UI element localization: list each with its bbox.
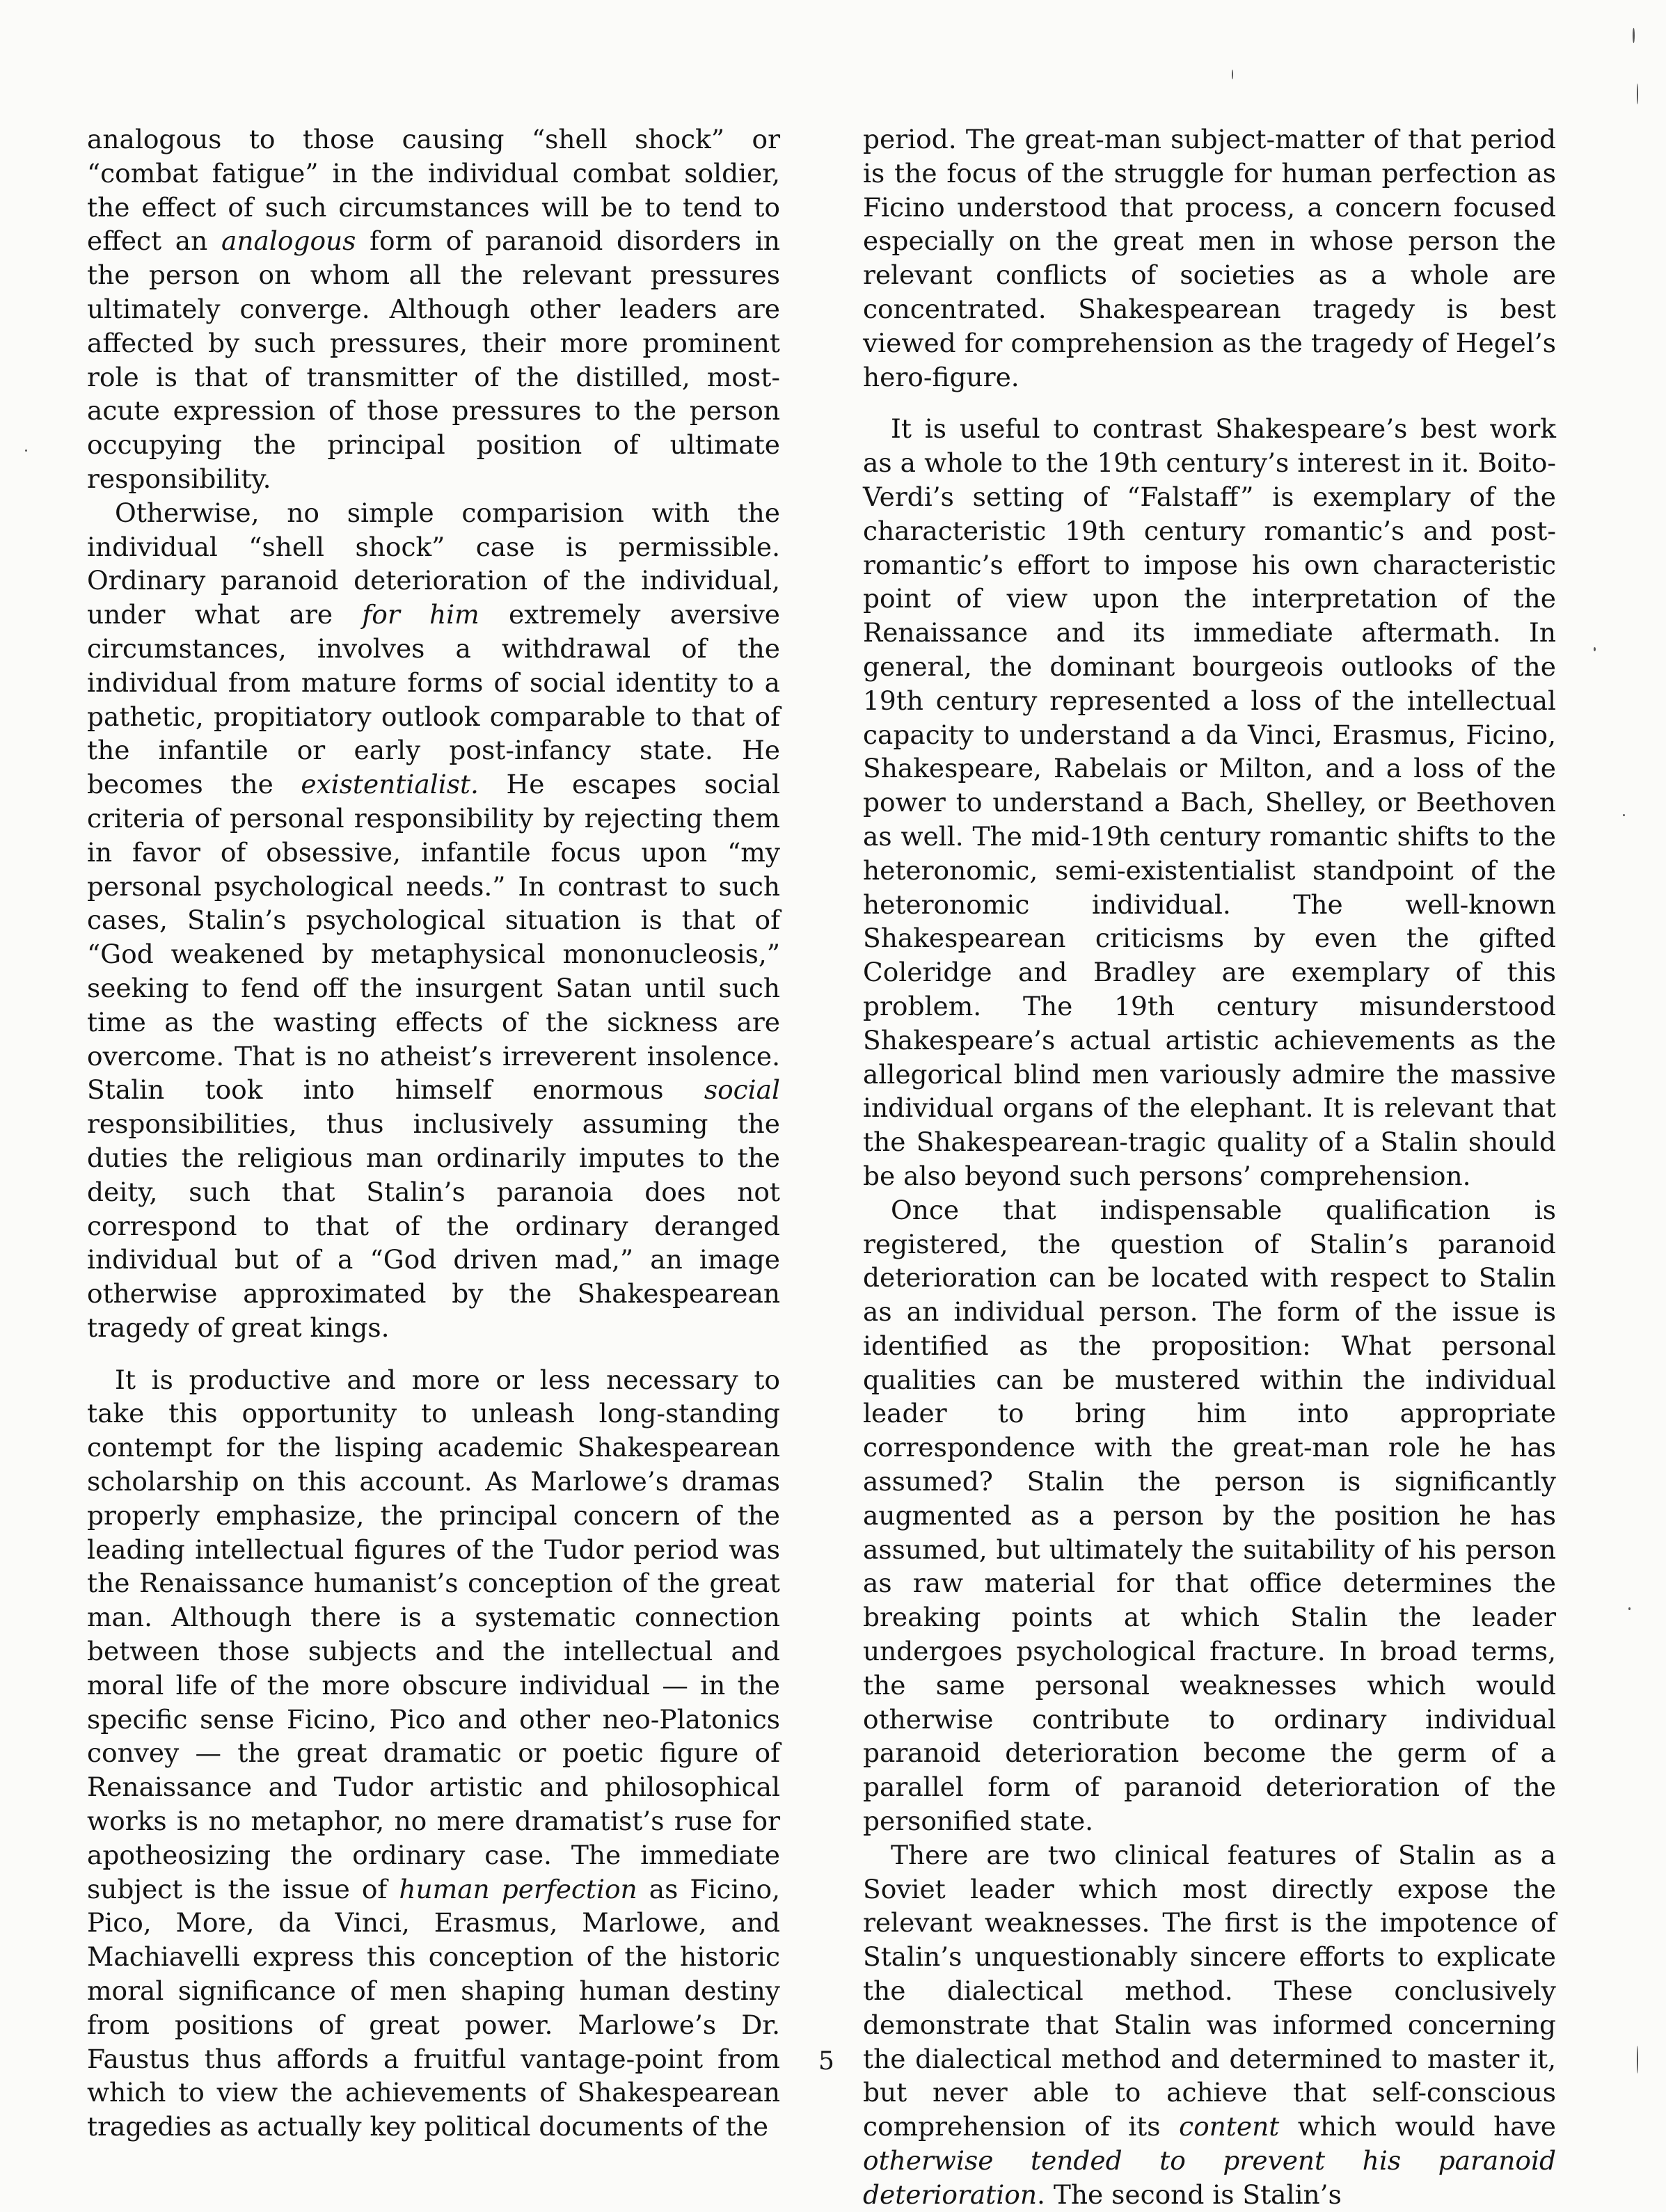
text-run: There are two clinical features of Stalin as a Soviet leader which most directly expose the relevant weaknesses. The first is the impotence of Stalin’s unquestionably sincere efforts to explicate the dialectical method. These conclusively demonstrate that Stalin was informed concerning the dialectical method and determined to master it, but never able to achieve that self-conscious comprehension of its xyxy=(863,1839,1556,2142)
text-run: It is productive and more or less necessary to take this opportunity to unleash long-standing contempt for the lisping academic Shakespearean scholarship on this account. As Marlowe’s dramas properly emphasize, the principal concern of the leading intellectual figures of the Tudor period was the Renaissance humanist’s conception of the great man. Although there is a systematic connection between those subjects and the intellectual and moral life of the more obscure individual — in the specific sense Ficino, Pico and other neo-Platonics convey — the great dramatic or poetic figure of Renaissance and Tudor artistic and philosophical works is no metaphor, no mere dramatist’s ruse for apotheosizing the ordinary case. The immediate subject is the issue of xyxy=(87,1364,780,1904)
text-run: He escapes social criteria of personal responsibility by rejecting them in favor of obsessive, infantile focus upon “my personal psychological needs.” In contrast to such cases, Stalin’s psychological situation is that of “God weakened by metaphysical mononucleosis,” seeking to fend off the insurgent Satan until such time as the wasting effects of the sickness are overcome. That is no atheist’s irreverent insolence. Stalin took into himself enormous xyxy=(87,769,781,1106)
italic-run: analogous xyxy=(221,225,356,257)
scan-speck xyxy=(1633,28,1635,43)
scan-speck xyxy=(1628,1607,1631,1610)
paragraph-right-1: period. The great-man subject-matter of that period is the focus of the struggle for human perfection as Ficino understood that process, a concern focused especially on the great men in whose person the relevant conflicts of societies as a whole are concentrated. Shakespearean tragedy is best viewed for comprehension as the tragedy of Hegel’s hero-figure. xyxy=(863,124,1556,392)
text-run: responsibilities, thus inclusively assuming the duties the religious man ordinarily imputes to the deity, such that Stalin’s paranoia does not correspond to that of the ordinary deranged individual but of a “God driven mad,” an image otherwise approximated by the Shakespearean tragedy of great kings. xyxy=(87,1108,780,1343)
italic-run: social xyxy=(704,1074,780,1106)
page-number: 5 xyxy=(818,2047,834,2076)
paragraph-left-2 xyxy=(87,496,780,1345)
italic-run: otherwise tended to prevent his paranoid deterioration xyxy=(863,2145,1556,2210)
paragraph-left-3 xyxy=(87,1363,780,2144)
paragraph-right-2: It is useful to contrast Shakespeare’s best work as a whole to the 19th century’s interest in it. Boito-Verdi’s setting of “Falstaff” is exemplary of the characteristic 19th century romantic’s and post-romantic’s effort to impose his own characteristic point of view upon the interpretation of the Renaissance and its immediate aftermath. In general, the dominant bourgeois outlooks of the 19th century represented a loss of the intellectual capacity to understand a da Vinci, Erasmus, Ficino, Shakespeare, Rabelais or Milton, and a loss of the power to understand a Bach, Shelley, or Beethoven as well. The mid-19th century romantic shifts to the heteronomic, semi-existentialist standpoint of the heteronomic individual. The well-known Shakespearean criticisms by even the gifted Coleridge and Bradley are exemplary of this problem. The 19th century misunderstood Shakespeare’s actual artistic achievements as the allegorical blind men variously admire the massive individual organs of the elephant. It is relevant that the Shakespearean-tragic quality of a Stalin should be also beyond such persons’ comprehension. xyxy=(863,413,1556,1191)
scan-speck xyxy=(1623,814,1625,816)
left-column xyxy=(87,122,780,2144)
italic-run: human perfection xyxy=(399,1873,637,1904)
paragraph-right-3: Once that indispensable qualification is registered, the question of Stalin’s paranoid deterioration can be located with respect to Stalin as an individual person. The form of the issue is identified as the proposition: What personal qualities can be mustered within the individual leader to bring him into appropriate correspondence with the great-man role he has assumed? Stalin the person is significantly augmented as a person by the position he has assumed, but ultimately the suitability of his person as raw material for that office determines the breaking points at which Stalin the leader undergoes psychological fracture. In broad terms, the same personal weaknesses which would otherwise contribute to ordinary individual paranoid deterioration become the germ of a parallel form of paranoid deterioration of the personified state. xyxy=(863,1194,1556,1837)
text-run: as Ficino, Pico, More, da Vinci, Erasmus, Marlowe, and Machiavelli express this conception of the historic moral significance of men shaping human destiny from positions of great power. Marlowe’s Dr. Faustus thus affords a fruitful vantage-point from which to view the achievements of Shakespearean tragedies as actually key political documents of the xyxy=(87,1873,781,2142)
scan-speck xyxy=(1637,2046,1638,2074)
italic-run: for him xyxy=(362,599,479,630)
right-column xyxy=(863,122,1556,2212)
text-run: analogous to those causing “shell shock” or “combat fatigue” in the individual combat soldier, the effect of such circumstances will be to tend to effect an xyxy=(87,124,780,257)
text-run: . The second is Stalin’s xyxy=(1037,2179,1342,2210)
text-run: Otherwise, no simple comparision with the individual “shell shock” case is permissible. Ordinary paranoid deterioration of the individual, under what are xyxy=(87,497,780,630)
scan-speck xyxy=(25,449,27,452)
text-run: form of paranoid disorders in the person on whom all the relevant pressures ultimately converge. Although other leaders are affected by such pressures, their more prominent role is that of transmitter of the distilled, most-acute expression of those pressures to the person occupying the principal position of ultimate responsibility. xyxy=(87,225,780,494)
italic-run: content xyxy=(1179,2111,1280,2142)
scan-speck xyxy=(1232,70,1233,79)
paragraph-left-1 xyxy=(87,122,780,496)
paragraph-right-4 xyxy=(863,1838,1556,2212)
scan-speck xyxy=(1637,83,1638,104)
text-run: which would have xyxy=(1279,2111,1556,2142)
italic-run: existentialist. xyxy=(301,769,479,800)
scan-speck xyxy=(1594,647,1596,651)
text-run: extremely aversive circumstances, involves a withdrawal of the individual from mature forms of social identity to a pathetic, propitiatory outlook comparable to that of the infantile or early post-infancy state. He becomes the xyxy=(87,599,780,800)
